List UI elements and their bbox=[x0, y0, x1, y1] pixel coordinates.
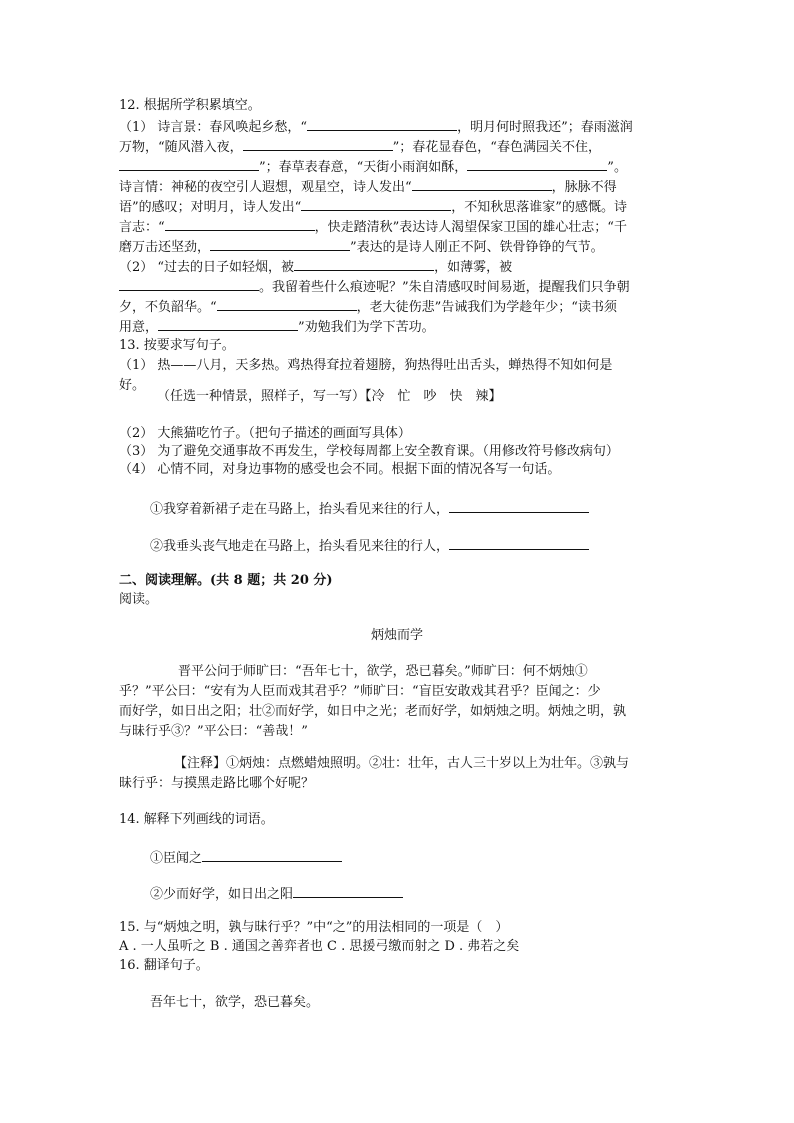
fill-blank[interactable] bbox=[119, 156, 259, 171]
fill-blank[interactable] bbox=[158, 316, 298, 331]
q12-text: （2） “过去的日子如轻烟，被 bbox=[119, 260, 295, 275]
q12-line-5 bbox=[119, 196, 627, 218]
q12-text: 磨万击还坚劲， bbox=[119, 240, 211, 255]
q13-part-4: （4） 心情不同，对身边事物的感受也会不同。根据下面的情况各写一句话。 bbox=[119, 462, 561, 477]
q13-sentence-1 bbox=[150, 498, 589, 520]
q14-item-text: ①臣闻之 bbox=[150, 851, 203, 866]
q16-heading: 16. 翻译句子。 bbox=[119, 958, 209, 973]
fill-blank[interactable] bbox=[449, 498, 589, 513]
fill-blank[interactable] bbox=[293, 883, 403, 898]
passage-line-1: 晋平公问于师旷曰：“吾年七十，欲学，恐已暮矣。”师旷曰：何不炳烛① bbox=[178, 664, 588, 679]
q12-text: ，明月何时照我还”；春雨滋润 bbox=[457, 120, 633, 135]
fill-blank[interactable] bbox=[307, 116, 457, 131]
q12-text: ”劝勉我们为学下苦功。 bbox=[298, 320, 435, 335]
q12-line-6 bbox=[119, 216, 627, 238]
q13-sentence-text: ①我穿着新裙子走在马路上，抬头看见来往的行人， bbox=[150, 502, 450, 517]
q14-item-text: 如日出之阳 bbox=[228, 887, 294, 902]
q14-item-2 bbox=[150, 883, 403, 905]
fill-blank[interactable] bbox=[449, 535, 589, 550]
q12-text: ，老大徒伤悲”告诫我们为学趁年少；“读书须 bbox=[356, 300, 617, 315]
fill-blank[interactable] bbox=[217, 296, 357, 311]
q12-line-1 bbox=[119, 116, 633, 138]
passage-line-4: 与昧行乎③？”平公曰：“善哉！” bbox=[119, 724, 308, 739]
q12-text: ”。 bbox=[607, 160, 627, 175]
q12-text: ，脉脉不得 bbox=[551, 180, 617, 195]
q13-part-3: （3） 为了避免交通事故不再发生，学校每周都上安全教育课。（用修改符号修改病句） bbox=[119, 444, 619, 459]
passage-line-2: 乎？”平公曰：“安有为人臣而戏其君乎？”师旷曰：“盲臣安敢戏其君乎？臣闻之：少 bbox=[119, 684, 601, 699]
q13-choose-instruction: （任选一种情景，照样子，写一写）【冷 忙 吵 快 辣】 bbox=[157, 389, 502, 404]
fill-blank[interactable] bbox=[301, 196, 451, 211]
q13-part-2: （2） 大熊猫吃竹子。（把句子描述的画面写具体） bbox=[119, 426, 411, 441]
passage-line-3: 而好学，如日出之阳；壮②而好学，如日中之光；老而好学，如炳烛之明。炳烛之明，孰 bbox=[119, 704, 627, 719]
fill-blank[interactable] bbox=[294, 256, 434, 271]
fill-blank[interactable] bbox=[243, 136, 393, 151]
q12-line-4 bbox=[119, 176, 617, 198]
q14-item-1 bbox=[150, 847, 342, 869]
q14-item-text: ②少而好学， bbox=[150, 887, 229, 902]
q12-text: ，快走踏清秋”表达诗人渴望保家卫国的雄心壮志；“千 bbox=[314, 220, 627, 235]
q12-line-9 bbox=[119, 276, 630, 298]
q14-heading: 14. 解释下列画线的词语。 bbox=[119, 812, 274, 827]
section-2-title: 二、阅读理解。(共 8 题；共 20 分) bbox=[119, 573, 333, 588]
q12-text: （1） 诗言景：春风唤起乡愁，“ bbox=[119, 120, 308, 135]
q12-text: 。我留着些什么痕迹呢？”朱自清感叹时间易逝，提醒我们只争朝 bbox=[259, 280, 630, 295]
q15-heading: 15. 与“炳烛之明，孰与昧行乎？”中“之”的用法相同的一项是（ ） bbox=[119, 920, 509, 935]
fill-blank[interactable] bbox=[119, 276, 259, 291]
passage-note-1: 【注释】①炳烛：点燃蜡烛照明。②壮：壮年，古人三十岁以上为壮年。③孰与 bbox=[174, 756, 630, 771]
q13-sentence-text: ②我垂头丧气地走在马路上，抬头看见来往的行人， bbox=[150, 539, 450, 554]
passage-title: 炳烛而学 bbox=[370, 628, 423, 643]
q13-sentence-2 bbox=[150, 535, 589, 557]
q12-text: ，如薄雾，被 bbox=[434, 260, 513, 275]
q12-line-11 bbox=[119, 316, 435, 338]
q12-text: ”表达的是诗人刚正不阿、铁骨铮铮的气节。 bbox=[350, 240, 604, 255]
section-2-read: 阅读。 bbox=[119, 592, 159, 607]
fill-blank[interactable] bbox=[165, 216, 315, 231]
fill-blank[interactable] bbox=[202, 847, 342, 862]
q12-text: ，不知秋思落谁家”的感慨。诗 bbox=[451, 200, 627, 215]
fill-blank[interactable] bbox=[210, 236, 350, 251]
q12-text: 诗言情：神秘的夜空引人遐想，观星空，诗人发出“ bbox=[119, 180, 412, 195]
q12-line-8 bbox=[119, 256, 512, 278]
fill-blank[interactable] bbox=[467, 156, 607, 171]
q13-example-line-1: （1） 热——八月，天多热。鸡热得耷拉着翅膀，狗热得吐出舌头，蝉热得不知如何是 bbox=[119, 358, 613, 373]
q12-line-7 bbox=[119, 236, 604, 258]
q12-text: 语”的感叹；对明月，诗人发出“ bbox=[119, 200, 302, 215]
q13-example-line-2: 好。 bbox=[119, 378, 146, 393]
q12-text: ”；春草表春意，“天街小雨润如酥， bbox=[259, 160, 468, 175]
q15-options: A . 一人虽听之 B . 通国之善弈者也 C . 思援弓缴而射之 D . 弗若之矣 bbox=[119, 939, 520, 954]
q13-heading: 13. 按要求写句子。 bbox=[119, 338, 235, 353]
fill-blank[interactable] bbox=[412, 176, 552, 191]
q12-text: 用意， bbox=[119, 320, 159, 335]
passage-note-2: 昧行乎：与摸黑走路比哪个好呢？ bbox=[119, 776, 315, 791]
q12-line-3 bbox=[119, 156, 627, 178]
q12-text: ”；春花显春色，“春色满园关不住， bbox=[392, 140, 601, 155]
q12-line-2 bbox=[119, 136, 601, 158]
q12-text: 夕，不负韶华。“ bbox=[119, 300, 217, 315]
q12-heading: 12. 根据所学积累填空。 bbox=[119, 98, 261, 113]
q12-line-10 bbox=[119, 296, 617, 318]
q16-sentence: 吾年七十，欲学，恐已暮矣。 bbox=[150, 995, 320, 1010]
q12-text: 言志：“ bbox=[119, 220, 165, 235]
q12-text: 万物，“随风潜入夜， bbox=[119, 140, 243, 155]
